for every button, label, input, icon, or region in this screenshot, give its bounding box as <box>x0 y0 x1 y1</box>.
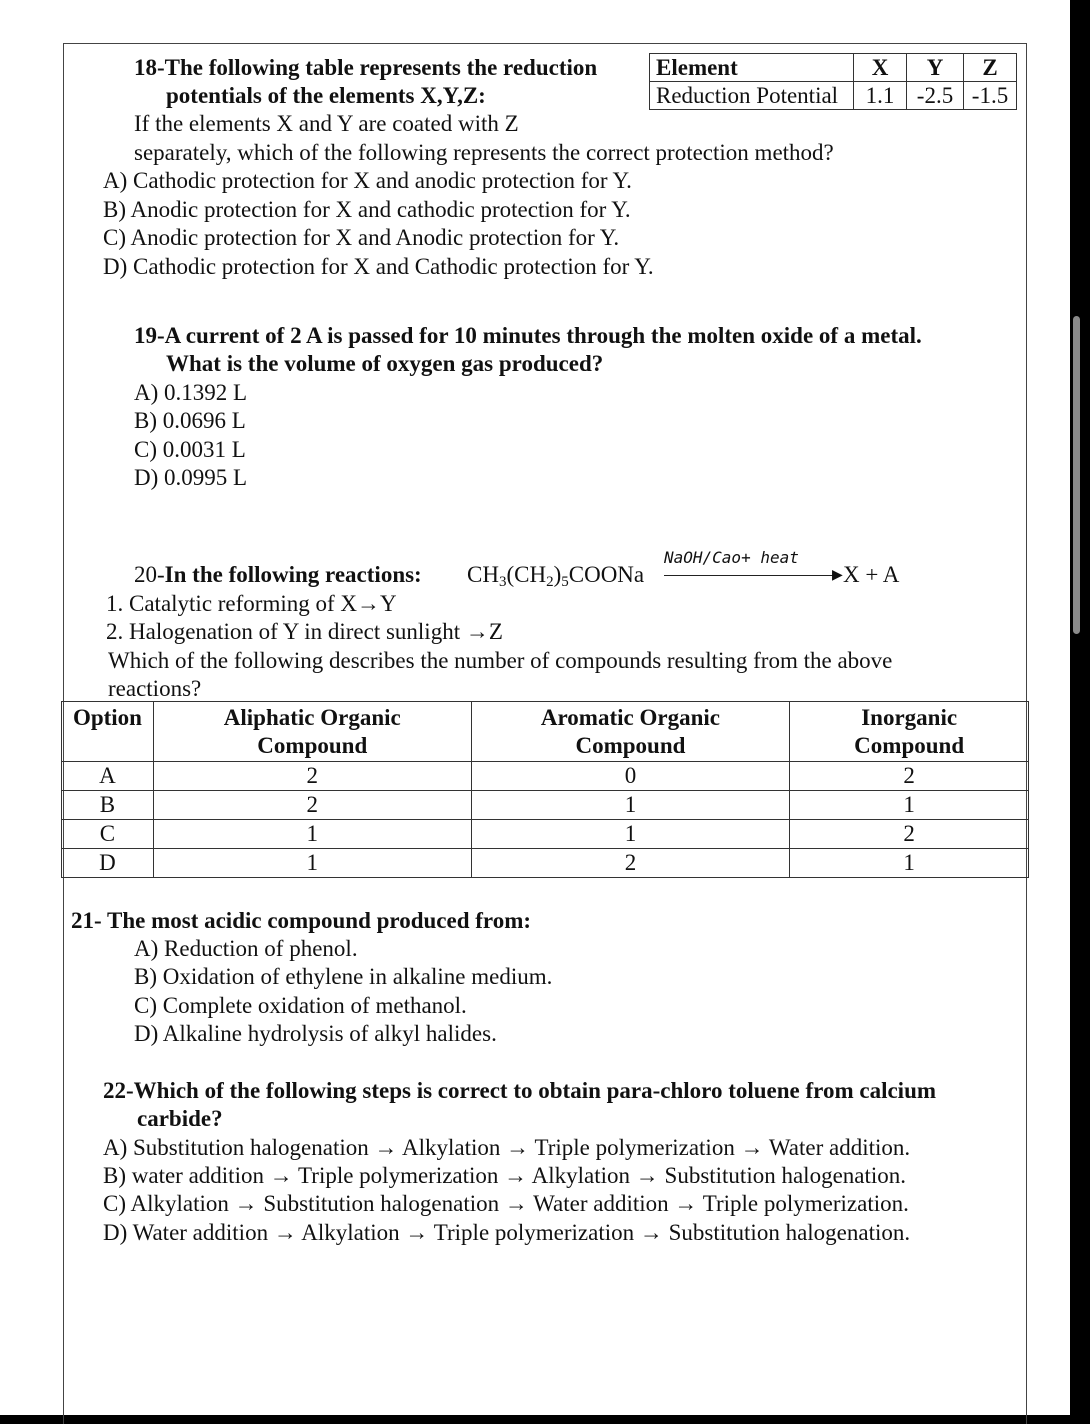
formula-subscript: 3 <box>498 574 507 590</box>
scrollbar[interactable] <box>1073 316 1080 634</box>
formula-part: (CH <box>506 562 547 587</box>
q21-option-c: C) Complete oxidation of methanol. <box>134 993 467 1018</box>
table-header-cell: Z <box>964 54 1017 82</box>
header-text: Aliphatic Organic Compound <box>223 705 401 758</box>
q18-body-line1: If the elements X and Y are coated with Z <box>134 111 519 136</box>
q20-step-1: 1. Catalytic reforming of X→Y <box>106 591 397 616</box>
header-text: Inorganic Compound <box>854 705 965 758</box>
reduction-potential-table <box>649 53 1017 110</box>
table-row <box>650 82 1017 110</box>
table-cell: -2.5 <box>907 82 964 110</box>
q18-option-b: B) Anodic protection for X and cathodic protection for Y. <box>103 197 631 222</box>
q19-option-d: D) 0.0995 L <box>134 465 248 490</box>
table-row <box>62 820 1029 849</box>
table-header-cell <box>153 702 471 762</box>
table-row <box>62 762 1029 791</box>
table-header-cell: X <box>854 54 907 82</box>
table-row <box>650 54 1017 82</box>
reaction-arrow <box>664 548 844 588</box>
table-row <box>62 791 1029 820</box>
q18-option-c: C) Anodic protection for X and Anodic protection for Y. <box>103 225 620 250</box>
q18-option-d: D) Cathodic protection for X and Cathodic protection for Y. <box>103 254 654 279</box>
table-cell: 1 <box>790 849 1029 878</box>
q18-title-line2: potentials of the elements X,Y,Z: <box>166 83 486 108</box>
q19-option-c: C) 0.0031 L <box>134 437 246 462</box>
q19-option-b: B) 0.0696 L <box>134 408 246 433</box>
table-cell: 2 <box>153 762 471 791</box>
formula-subscript: 2 <box>546 574 554 590</box>
table-cell: 2 <box>790 762 1029 791</box>
table-header-row <box>62 702 1029 762</box>
q20-title-line <box>134 561 422 589</box>
table-cell: A <box>62 762 154 791</box>
table-cell: 1 <box>153 849 471 878</box>
table-cell: C <box>62 820 154 849</box>
q22-option-c: C) Alkylation → Substitution halogenation → Water addition → Triple polymerization. <box>103 1191 909 1216</box>
arrow-shaft <box>664 575 836 576</box>
table-cell: 2 <box>471 849 790 878</box>
arrow-head-icon: ▶ <box>832 568 843 583</box>
q22-option-d: D) Water addition → Alkylation → Triple polymerization → Substitution halogenation. <box>103 1220 911 1245</box>
header-text: Aromatic Organic Compound <box>540 705 720 758</box>
q21-option-b: B) Oxidation of ethylene in alkaline medium. <box>134 964 553 989</box>
q20-options-table <box>61 701 1029 878</box>
q20-question-line1: Which of the following describes the number of compounds resulting from the above <box>108 648 893 673</box>
q18-option-a: A) Cathodic protection for X and anodic protection for Y. <box>103 168 632 193</box>
q21-option-d: D) Alkaline hydrolysis of alkyl halides. <box>134 1021 497 1046</box>
q19-option-a: A) 0.1392 L <box>134 380 248 405</box>
table-cell: D <box>62 849 154 878</box>
table-header-cell: Option <box>62 702 154 762</box>
formula-subscript: 5 <box>561 574 569 590</box>
q20-products: X + A <box>843 562 900 587</box>
q20-reactant <box>467 561 644 589</box>
table-cell: 1.1 <box>854 82 907 110</box>
table-cell: B <box>62 791 154 820</box>
formula-part: ) <box>553 562 562 587</box>
table-cell: -1.5 <box>964 82 1017 110</box>
table-cell: 1 <box>471 820 790 849</box>
q18-title-line1: 18-The following table represents the reduction <box>134 55 598 80</box>
table-header-cell <box>790 702 1029 762</box>
q20-question-line2: reactions? <box>108 676 202 701</box>
table-cell: 2 <box>153 791 471 820</box>
table-header-cell: Y <box>907 54 964 82</box>
table-cell: 0 <box>471 762 790 791</box>
formula-part: CH <box>467 562 499 587</box>
q22-title-line2: carbide? <box>137 1106 223 1131</box>
q20-title: In the following reactions: <box>164 562 422 587</box>
table-header-cell: Element <box>650 54 854 82</box>
table-cell: 1 <box>790 791 1029 820</box>
table-header-cell <box>471 702 790 762</box>
q20-number: 20- <box>134 562 165 587</box>
q22-title-line1: 22-Which of the following steps is correct to obtain para-chloro toluene from calcium <box>103 1078 937 1103</box>
q21-title: 21- The most acidic compound produced from: <box>71 908 532 933</box>
table-cell: Reduction Potential <box>650 82 854 110</box>
q18-body-line2: separately, which of the following represents the correct protection method? <box>134 140 834 165</box>
q19-title-line2: What is the volume of oxygen gas produced? <box>166 351 604 376</box>
q21-option-a: A) Reduction of phenol. <box>134 936 358 961</box>
formula-part: COONa <box>568 562 645 587</box>
q22-option-b: B) water addition → Triple polymerization → Alkylation → Substitution halogenation. <box>103 1163 907 1188</box>
table-row <box>62 849 1029 878</box>
q19-title-line1: 19-A current of 2 A is passed for 10 minutes through the molten oxide of a metal. <box>134 323 922 348</box>
table-cell: 2 <box>790 820 1029 849</box>
reaction-condition: NaOH/Cao+ heat <box>664 548 799 567</box>
q22-option-a: A) Substitution halogenation → Alkylation → Triple polymerization → Water addition. <box>103 1135 911 1160</box>
table-cell: 1 <box>471 791 790 820</box>
table-cell: 1 <box>153 820 471 849</box>
q20-step-2: 2. Halogenation of Y in direct sunlight →Z <box>106 619 503 644</box>
